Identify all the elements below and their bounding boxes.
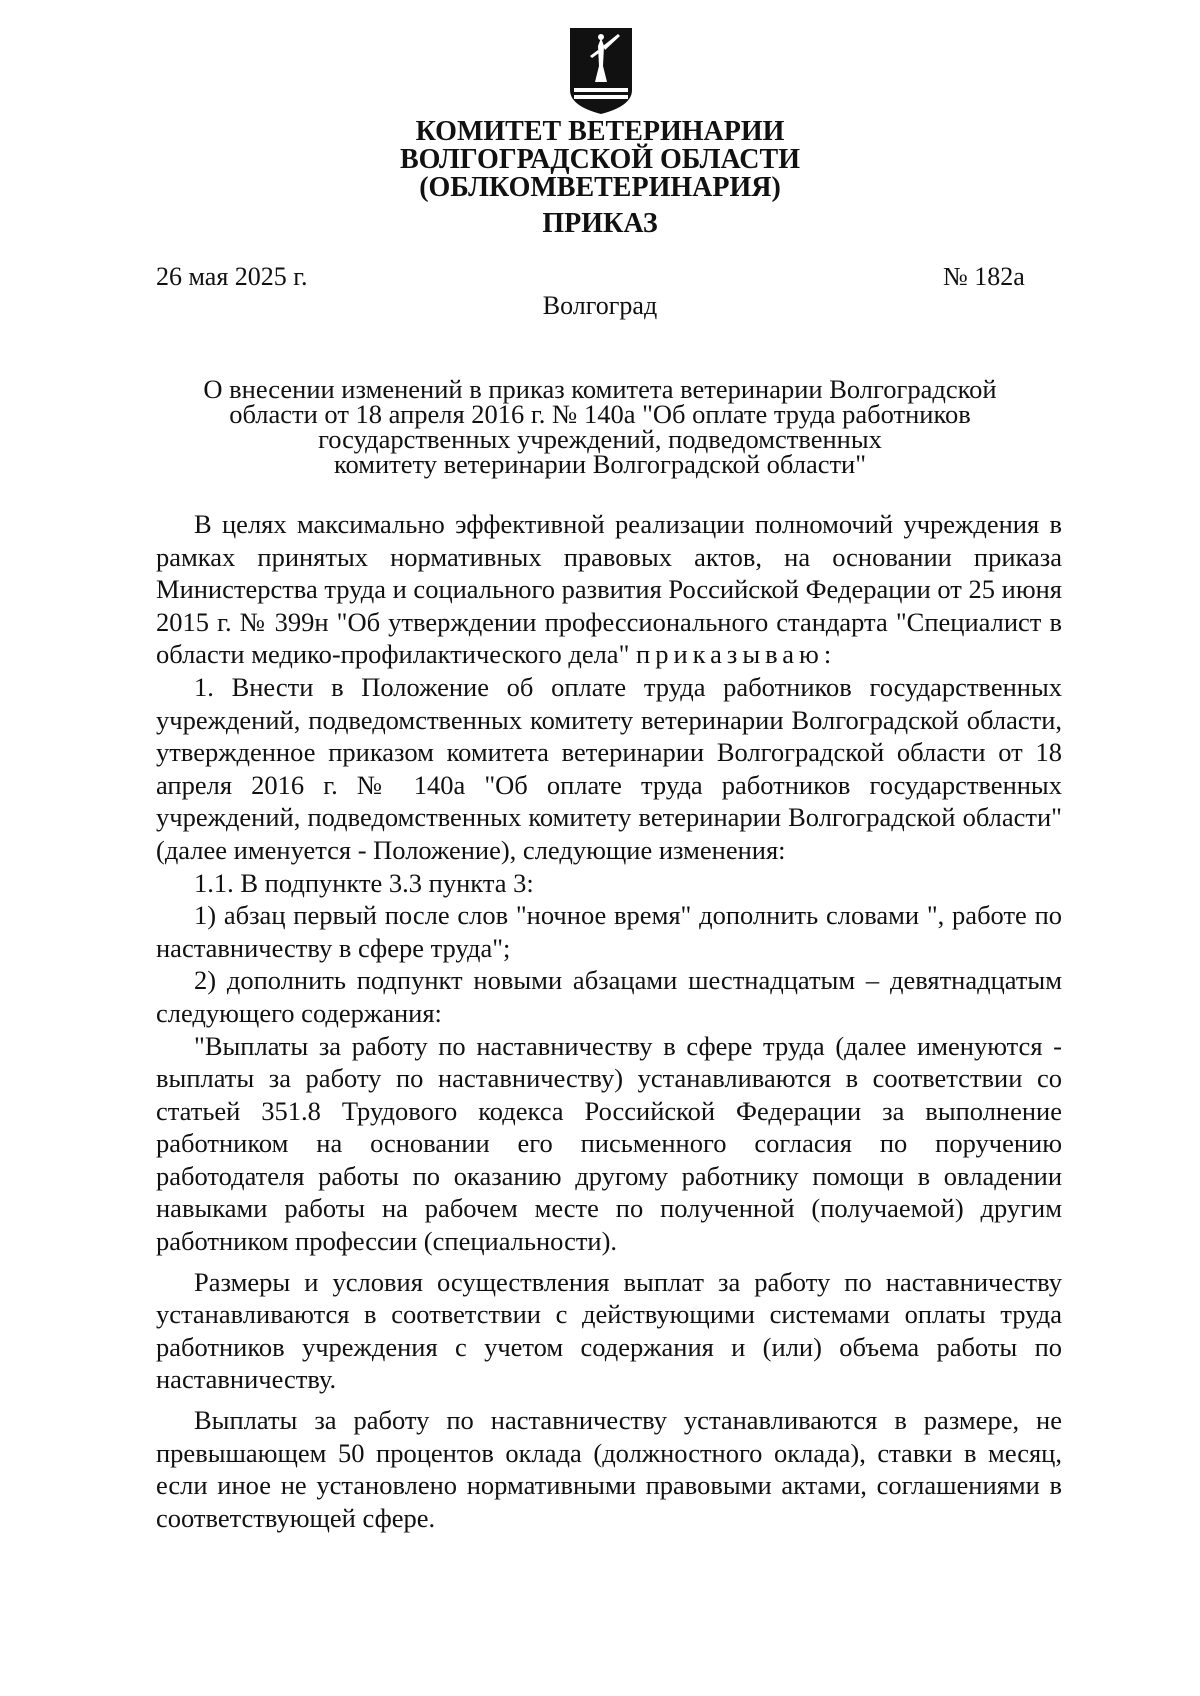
- paragraph-quote-1: "Выплаты за работу по наставничеству в сфере труда (далее именуются - выплаты за работу по наставничеству) устанавливаются в соответствии со статьей 351.8 Трудового кодекса Российской Федерации за выполнение работником на основании его письменного согласия по поручению работодателя работы по оказанию другому работнику помощи в овладении навыками работы на рабочем месте по полученной (получаемой) другим работником профессии (специальности).: [156, 1030, 1062, 1257]
- paragraph-quote-3: Выплаты за работу по наставничеству устанавливаются в размере, не превышающем 50 процентов оклада (должностного оклада), ставки в месяц, если иное не установлено нормативными правовыми актами, соглашениями в соответствующей сфере.: [156, 1405, 1062, 1533]
- document-date: 26 мая 2025 г.: [156, 262, 308, 291]
- subject-line: области от 18 апреля 2016 г. № 140а "Об оплате труда работников: [229, 399, 971, 429]
- org-line-2: ВОЛГОГРАДСКОЙ ОБЛАСТИ: [400, 144, 800, 175]
- document-body: [156, 508, 1062, 1534]
- document-city: Волгоград: [542, 291, 658, 320]
- paragraph-sub-2: 2) дополнить подпункт новыми абзацами шестнадцатым – девятнадцатым следующего содержания:: [156, 965, 1062, 1028]
- document-subject: [160, 374, 1040, 479]
- organization-name: [300, 118, 900, 202]
- subject-line: О внесении изменений в приказ комитета ветеринарии Волгоградской: [203, 374, 997, 404]
- paragraph-item-1-1: 1.1. В подпункте 3.3 пункта 3:: [194, 867, 534, 898]
- org-line-3: (ОБЛКОМВЕТЕРИНАРИЯ): [419, 172, 781, 203]
- subject-line: государственных учреждений, подведомственных: [318, 424, 882, 454]
- document-type: ПРИКАЗ: [542, 208, 658, 239]
- paragraph-quote-2: Размеры и условия осуществления выплат за работу по наставничеству устанавливаются в соответствии с действующими системами оплаты труда работников учреждения с учетом содержания и (или) объема работы по наставничеству.: [156, 1266, 1062, 1395]
- paragraph-item-1: 1. Внести в Положение об оплате труда работников государственных учреждений, подведомственных комитету ветеринарии Волгоградской области, утвержденное приказом комитета ветеринарии Волгоградской области от 18 апреля 2016 г. № 140а "Об оплате труда работников государственных учреждений, подведомственных комитету ветеринарии Волгоградской области" (далее именуется - Положение), следующие изменения:: [156, 671, 1062, 865]
- subject-line: комитету ветеринарии Волгоградской области": [333, 449, 867, 479]
- paragraph-sub-1: 1) абзац первый после слов "ночное время" дополнить словами ", работе по наставничеству в сфере труда";: [156, 900, 1062, 963]
- coat-of-arms-emblem: [566, 26, 636, 116]
- document-number: № 182а: [943, 262, 1025, 291]
- order-verb: приказываю:: [636, 639, 837, 670]
- preamble-paragraph: [156, 508, 1062, 671]
- org-line-1: КОМИТЕТ ВЕТЕРИНАРИИ: [415, 116, 785, 147]
- preamble-text: В целях максимально эффективной реализации полномочий учреждения в рамках принятых нормативных правовых актов, на основании приказа Министерства труда и социального развития Российской Федерации от 25 июня 2015 г. № 399н "Об утверждении профессионального стандарта "Специалист в области медико-профилактического дела": [156, 509, 1062, 670]
